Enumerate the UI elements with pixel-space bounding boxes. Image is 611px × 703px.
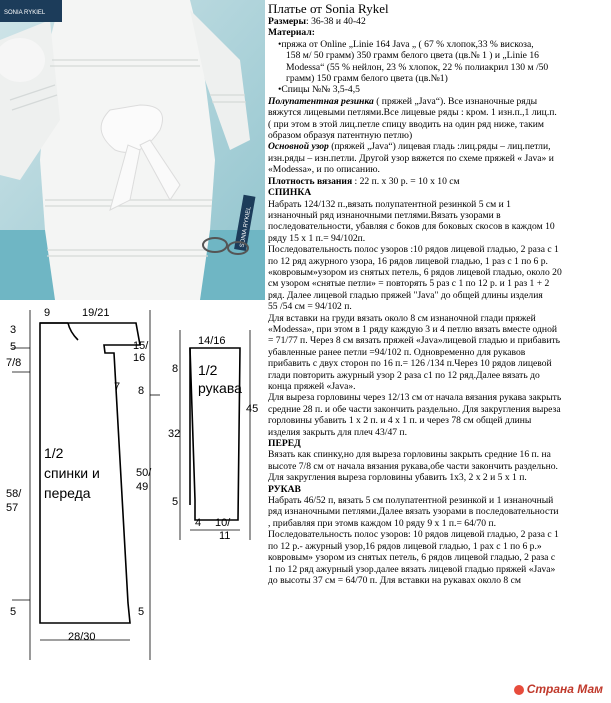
sleeve-dim-11: 11 xyxy=(219,530,231,542)
main-pattern-line: изн.ряды – изн.петли. Другой узор вяжется по схеме пряжей « Java» и xyxy=(268,152,554,164)
dim-side-50: 50/ xyxy=(136,467,152,479)
back-line: ряд. Далее лицевой гладью пряжей "Java" до общей длины изделия xyxy=(268,289,543,301)
material-line: грамм) 150 грамм белого цвета (цв.№1) xyxy=(286,73,448,85)
sleeve-line: ковровым» узором из снятых петель, 6 рядов лицевой гладью, 2 раза с xyxy=(268,552,556,564)
back-line: убавленные ранее петли =94/102 п. Одновременно для рукавов xyxy=(268,346,526,358)
dim-right-16: 16 xyxy=(133,352,146,364)
sleeve-dim-4: 4 xyxy=(195,517,202,529)
dim-bottom-5-right: 5 xyxy=(138,606,145,618)
sleeve-section xyxy=(268,496,608,586)
sleeve-label-1: 1/2 xyxy=(198,362,218,378)
back-line: 55 /54 см = 94/102 п. xyxy=(268,301,352,313)
dim-left-58: 58/ xyxy=(6,488,22,500)
sleeve-label-2: рукава xyxy=(198,380,242,396)
logo-icon xyxy=(514,685,524,695)
back-line: глади повторить ажурный узор 2 раза с1 по 12 ряд.Далее вязать до xyxy=(268,369,540,381)
back-line: «ковровым»узором из снятых петель, 6 рядов лицевой гладью, около 20 xyxy=(268,266,562,278)
materials-label: Материал: xyxy=(268,27,315,39)
sizes-value: : 36-38 и 40-42 xyxy=(306,16,366,27)
rib-line: образом образуя патентную петлю) xyxy=(268,130,413,142)
back-line: изделия закрыть для плеч 43/47 п. xyxy=(268,426,407,438)
back-line: средние 28 п. и обе части закончить раздельно. Для закругления выреза xyxy=(268,403,561,415)
sleeve-line: до высоты 37 см = 64/70 п. Для вставки на рукавах около 8 см xyxy=(268,574,521,586)
dim-bottom-5-left: 5 xyxy=(10,606,17,618)
rib-line: вяжутся лицевыми петлями.Все лицевые ряды : кром. 1 изн.п.,1 лиц.п. xyxy=(268,107,557,119)
dim-top-left: 9 xyxy=(44,307,51,319)
back-line: прибавить с двух сторон по 16 п.= 126 /134 п.Через 10 рядов лицевой xyxy=(268,358,552,370)
rib-line: ( пряжей „Java“). Все изнаночные ряды xyxy=(373,95,538,107)
dim-left-78: 7/8 xyxy=(6,357,22,369)
back-line: ряду 15 х 1 п.= 94/102п. xyxy=(268,232,366,244)
back-line: горловины убавить 1 х 2 п. и 4 х 1 п. и через 78 см общей длины xyxy=(268,415,532,427)
main-pattern-line: (пряжей „Java“) лицевая гладь :лиц.ряды – лиц.петли, xyxy=(328,141,551,153)
dim-bottom-width: 28/30 xyxy=(68,631,96,643)
dress-photo xyxy=(0,0,265,300)
body-label-3: переда xyxy=(44,485,91,501)
needles: •Спицы №№ 3,5-4,5 xyxy=(278,84,360,96)
article-text xyxy=(268,2,608,587)
back-line: конца пряжей «Java». xyxy=(268,381,356,392)
back-line: по 12 ряд ажурного узора, 16 рядов лицевой гладью, 1 раз с 1 по 6 р. xyxy=(268,255,548,267)
dim-mid-7: 7 xyxy=(114,381,121,393)
back-line: Набрать 124/132 п.,вязать полупатентной резинкой 5 см и 1 xyxy=(268,198,511,210)
sizes-label: Размеры xyxy=(268,16,306,27)
back-line: Для выреза горловины через 12/13 см от начала вязания рукава закрыть xyxy=(268,392,562,404)
front-line: Для закругления выреза горловины убавить 1х3, 2 х 2 и 5 х 1 п. xyxy=(268,472,527,484)
front-line: высоте 7/8 см от начала вязания рукава,обе части закончить раздельно. xyxy=(268,460,558,472)
back-section xyxy=(268,200,608,439)
dim-left-3: 3 xyxy=(10,324,17,336)
back-line: Последовательность полос узоров :10 рядов лицевой гладью, 2 раза с 1 xyxy=(268,244,559,256)
material-line: Modessa“ (55 % нейлон, 23 % хлопок, 22 % полиакрил 130 м /50 xyxy=(286,61,549,73)
sleeve-line: , прибавляя при этомв каждом 10 ряду 9 х 1 п.= 64/70 п. xyxy=(268,517,497,529)
tag-top: SONIA RYKIEL xyxy=(4,10,46,16)
back-line: последовательности, убавляя с боков для боковых скосов в каждом 10 xyxy=(268,221,555,233)
sleeve-dim-top: 14/16 xyxy=(198,335,226,347)
dim-left-57: 57 xyxy=(6,502,19,514)
dim-mid-8: 8 xyxy=(138,385,145,397)
sleeve-dim-8: 8 xyxy=(172,363,179,375)
dim-side-49: 49 xyxy=(136,481,149,493)
body-label-1: 1/2 xyxy=(44,445,64,461)
article-title: Платье от Sonia Rykel xyxy=(268,1,389,16)
rib-label: Полупатентная резинка xyxy=(268,95,374,107)
back-line: изнаночный ряд изнаночными петлями.Вязать узорами в xyxy=(268,209,501,221)
sleeve-dim-45: 45 xyxy=(246,403,259,415)
watermark xyxy=(514,682,603,696)
back-line: «Modessa», при этом в 1 ряду каждую 3 и 4 петлю вязать вместе одной xyxy=(268,323,557,335)
sleeve-dim-32: 32 xyxy=(168,428,181,440)
sleeve-line: Набрать 46/52 п, вязать 5 см полупатентной резинкой и 1 изнаночный xyxy=(268,495,554,507)
tag-side: SONIA RYKIEL xyxy=(239,206,253,248)
back-line: Для вставки на груди вязать около 8 см изнаночной глади пряжей xyxy=(268,312,536,324)
dim-right-15: 15/ xyxy=(133,340,149,352)
back-line: см узором «снятые петли» = повторять 5 раз с 1 по 12 р. и 1 раз 1 + 2 xyxy=(268,278,550,290)
back-title: СПИНКА xyxy=(268,187,312,199)
front-section xyxy=(268,450,608,483)
body-label-2: спинки и xyxy=(44,465,100,481)
front-title: ПЕРЕД xyxy=(268,438,301,450)
material-line: 158 м/ 50 грамм) 350 грамм белого цвета (цв.№ 1 ) и „Linie 16 xyxy=(286,50,539,62)
sleeve-dim-5: 5 xyxy=(172,496,179,508)
sleeve-line: 1 по 12 ряд ажурный узор.далее вязать лицевой гладью пряжей «Java» xyxy=(268,563,556,575)
material-line: •пряжа от Online „Linie 164 Java „ ( 67 % хлопок,33 % вискоза, xyxy=(278,38,534,50)
main-pattern-line: «Modessa», и по описанию. xyxy=(268,164,380,176)
sleeve-title: РУКАВ xyxy=(268,483,301,495)
sleeve-line: по 12 р.- ажурный узор,16 рядов лицевой гладью, 1 рах с 1 по 6 р.» xyxy=(268,540,542,552)
watermark-text: Страна Мам xyxy=(526,682,603,696)
sleeve-dim-10: 10/ xyxy=(215,517,231,529)
dim-top-right: 19/21 xyxy=(82,307,110,319)
dim-left-5: 5 xyxy=(10,341,17,353)
density-label: Плотность вязания xyxy=(268,175,353,187)
sleeve-line: ряд изнаночными петлями.Далее вязать узорами в последовательности xyxy=(268,506,559,518)
sleeve-line: Последовательность полос узоров: 10 рядов лицевой гладью, 2 раза с 1 xyxy=(268,529,559,541)
rib-line: ( при этом в этой лиц.петле спицу вводить на один ряд ниже, таким xyxy=(268,118,544,130)
density-value: : 22 п. х 30 р. = 10 х 10 см xyxy=(352,175,460,187)
back-line: = 71/77 п. Через 8 см вязать пряжей «Java»лицевой гладью и прибавить xyxy=(268,335,561,347)
pattern-schema xyxy=(0,300,268,698)
front-line: Вязать как спинку,но для выреза горловины закрыть средние 16 п. на xyxy=(268,449,551,461)
main-pattern-label: Основной узор xyxy=(268,141,329,153)
